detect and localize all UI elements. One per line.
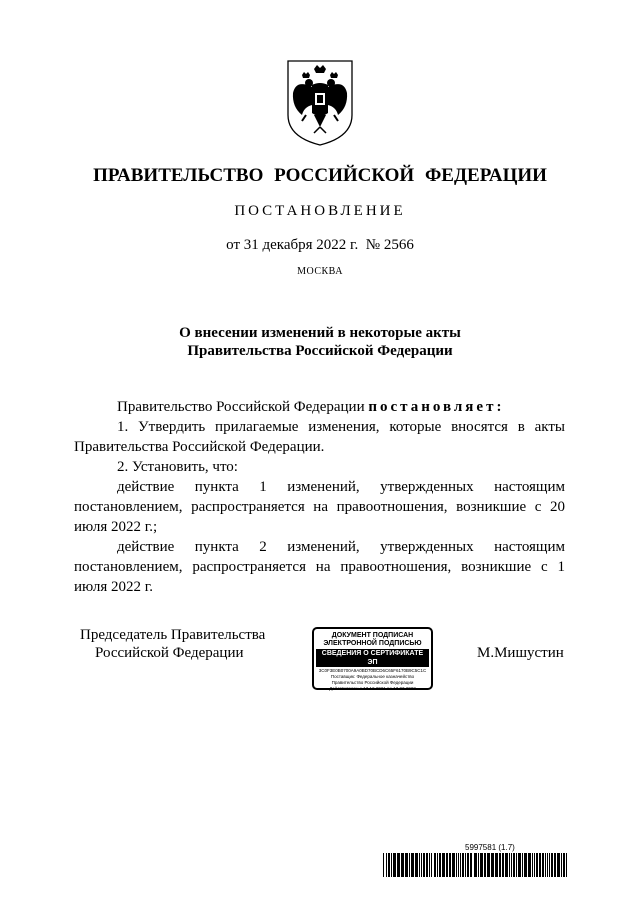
stamp-title-1: ДОКУМЕНТ ПОДПИСАН <box>331 632 414 639</box>
barcode-icon <box>383 853 567 877</box>
stamp-validity: Действителен с 13.12.2021 по 13.03.2023 <box>329 686 416 691</box>
barcode-number: 5997581 (1.7) <box>465 843 515 852</box>
paragraph-item-1-text: 1. Утвердить прилагаемые изменения, которые вносятся в акты Правительства Российской Федерации. <box>74 419 565 455</box>
paragraph-item-1 <box>74 417 565 457</box>
preamble-lead: Правительство Российской Федерации <box>117 399 369 415</box>
paragraph-preamble <box>74 397 565 417</box>
electronic-signature-stamp <box>312 627 433 690</box>
stamp-issuer: Поставщик: Федеральное казначейство <box>330 674 415 679</box>
document-date-number: от 31 декабря 2022 г. № 2566 <box>226 237 414 253</box>
document-city: МОСКВА <box>297 266 343 277</box>
paragraph-clause-1-text: действие пункта 1 изменений, утвержденных настоящим постановлением, распространяется на правоотношения, возникшие с 20 июля 2022 г.; <box>74 479 565 535</box>
stamp-serial: 3C0F3E0B0700A9A0BD70BCD6C65F6170B9C5C1C <box>318 668 427 673</box>
stamp-title-2: ЭЛЕКТРОННОЙ ПОДПИСЬЮ <box>323 640 422 647</box>
russian-coat-of-arms-icon <box>282 57 358 147</box>
signatory-position-line-1: Председатель Правительства <box>80 627 266 643</box>
stamp-band: СВЕДЕНИЯ О СЕРТИФИКАТЕ ЭП <box>316 649 429 667</box>
document-type: ПОСТАНОВЛЕНИЕ <box>234 203 406 219</box>
preamble-keyword: постановляет: <box>368 399 505 415</box>
paragraph-clause-2-text: действие пункта 2 изменений, утвержденных настоящим постановлением, распространяется на правоотношения, возникшие с 1 июля 2022 г. <box>74 539 565 595</box>
stamp-owner: Правительство Российской Федерации <box>331 680 414 685</box>
paragraph-item-2: 2. Установить, что: <box>117 459 238 475</box>
subject-line-1: О внесении изменений в некоторые акты <box>179 325 461 341</box>
signatory-name: М.Мишустин <box>477 645 564 661</box>
signatory-position-line-2: Российской Федерации <box>95 645 244 661</box>
subject-line-2: Правительства Российской Федерации <box>187 343 453 359</box>
government-title: ПРАВИТЕЛЬСТВО РОССИЙСКОЙ ФЕДЕРАЦИИ <box>93 165 547 186</box>
paragraph-clause-1 <box>74 477 565 537</box>
paragraph-clause-2 <box>74 537 565 597</box>
